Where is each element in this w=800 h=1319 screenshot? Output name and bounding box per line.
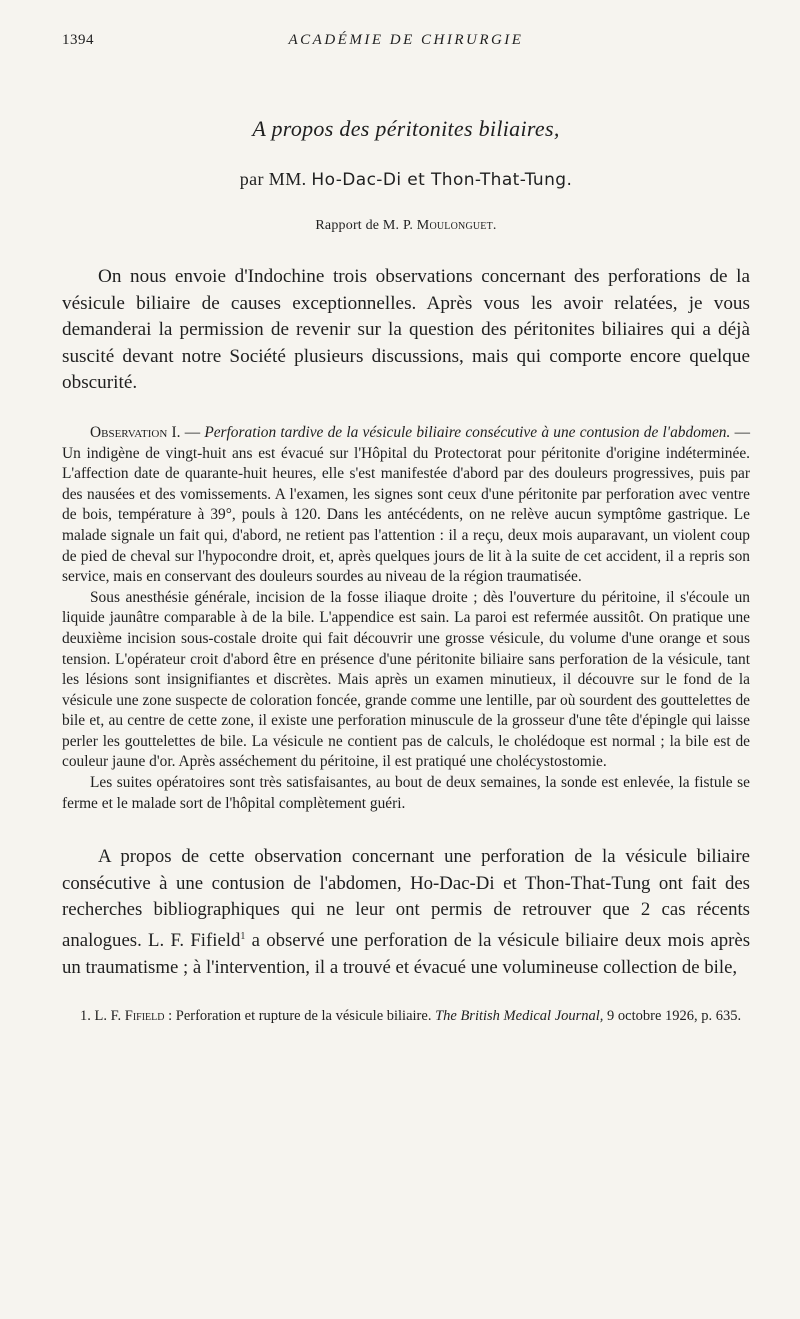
observation-section (62, 423, 750, 814)
report-prefix: Rapport de M. P. (315, 218, 414, 233)
observation-paragraph-3: Les suites opératoires sont très satisfaisantes, au bout de deux semaines, la sonde est enlevée, la fistule se ferme et le malade sort de l'hôpital complètement guéri. (62, 774, 750, 812)
report-name: Moulonguet. (416, 218, 497, 233)
footnote-text: : Perforation et rupture de la vésicule biliaire. (164, 1008, 436, 1025)
observation-paragraph-2: Sous anesthésie générale, incision de la fosse iliaque droite ; dès l'ouverture du péritoine, il s'écoule un liquide jaunâtre comparable à de la bile. L'appendice est sain. La paroi est refermée aussitôt. On pratique une deuxième incision sous-costale droite qui fait découvrir une grosse vésicule, du volume d'une orange et sous tension. L'opérateur croit d'abord être en présence d'une péritonite biliaire sans perforation de la vésicule, tant les lésions sont insignifiantes et discrètes. Mais après un examen minutieux, il découvre sur le fond de la vésicule une zone suspecte de coloration foncée, grande comme une lentille, par où sourdent des gouttelettes de bile et, au centre de cette zone, il existe une perforation minuscule de la grosseur d'une tête d'épingle qui laisse perler les gouttelettes de bile. La vésicule ne contient pas de calculs, le cholédoque est normal ; la bile est de couleur jaune d'or. Après asséchement du péritoine, il est pratiqué une cholécystostomie. (62, 588, 750, 771)
footnote (62, 1007, 750, 1027)
journal-title: ACADÉMIE DE CHIRURGIE (288, 32, 524, 48)
intro-section (62, 264, 750, 397)
footnote-author: Fifield (124, 1008, 165, 1025)
closing-text-after: a observé une perforation de la vésicule biliaire deux mois après un traumatisme ; à l'intervention, il a trouvé et évacué une volumineuse collection de bile, (62, 930, 751, 978)
observation-dash: — (180, 423, 205, 441)
closing-section (62, 844, 750, 981)
observation-label: Observation I. (90, 423, 181, 441)
observation-text-1: — Un indigène de vingt-huit ans est évacué sur l'Hôpital du Protectorat pour péritonite d'origine indéterminée. L'affection date de quarante-huit heures, elle s'est manifestée d'abord par des douleurs progressives, puis par des nausées et des vomissements. A l'examen, les signes sont ceux d'une péritonite par perforation avec ventre de bois, température à 39°, pouls à 120. Dans les antécédents, on ne relève aucun symptôme gastrique. Le malade signale un fait qui, d'abord, ne retient pas l'attention : il a reçu, deux mois auparavant, un violent coup de pied de cheval sur l'hypocondre droit, et, après quelques jours de lit à la suite de cet accident, il a repris son service, mais en conservant des douleurs sourdes au niveau de la région traumatisée. (62, 423, 750, 586)
article-title: A propos des péritonites biliaires, (252, 116, 560, 141)
page (62, 32, 750, 1027)
footnote-reference: 1 (240, 931, 246, 943)
authors-names: Ho-Dac-Di et Thon-That-Tung. (311, 170, 573, 190)
authors-prefix: par MM. (239, 169, 307, 189)
intro-paragraph: On nous envoie d'Indochine trois observations concernant des perforations de la vésicule biliaire de causes exceptionnelles. Après vous les avoir relatées, je vous demanderai la permission de revenir sur la question des péritonites biliaires qui a déjà suscité devant notre Société plusieurs discussions, mais qui comporte encore quelque obscurité. (62, 266, 750, 394)
authors-line (62, 169, 750, 190)
closing-text-before: A propos de cette observation concernant une perforation de la vésicule biliaire consécutive à une contusion de l'abdomen, Ho-Dac-Di et Thon-That-Tung ont fait des recherches bibliographiques qui ne leur ont permis de retrouver que 2 cas récents analogues. L. F. Fifield (62, 846, 750, 952)
footnote-journal: The British Medical Journal, (435, 1008, 604, 1025)
footnote-details: 9 octobre 1926, p. 635. (603, 1008, 742, 1025)
page-number: 1394 (62, 32, 94, 48)
closing-paragraph (62, 844, 750, 981)
observation-paragraph-1 (62, 423, 750, 588)
observation-title: Perforation tardive de la vésicule biliaire consécutive à une contusion de l'abdomen. (204, 423, 731, 441)
report-line (62, 218, 750, 234)
footnote-paragraph (62, 1007, 750, 1027)
running-head (62, 32, 750, 56)
footnote-number: 1. L. F. (80, 1008, 122, 1025)
